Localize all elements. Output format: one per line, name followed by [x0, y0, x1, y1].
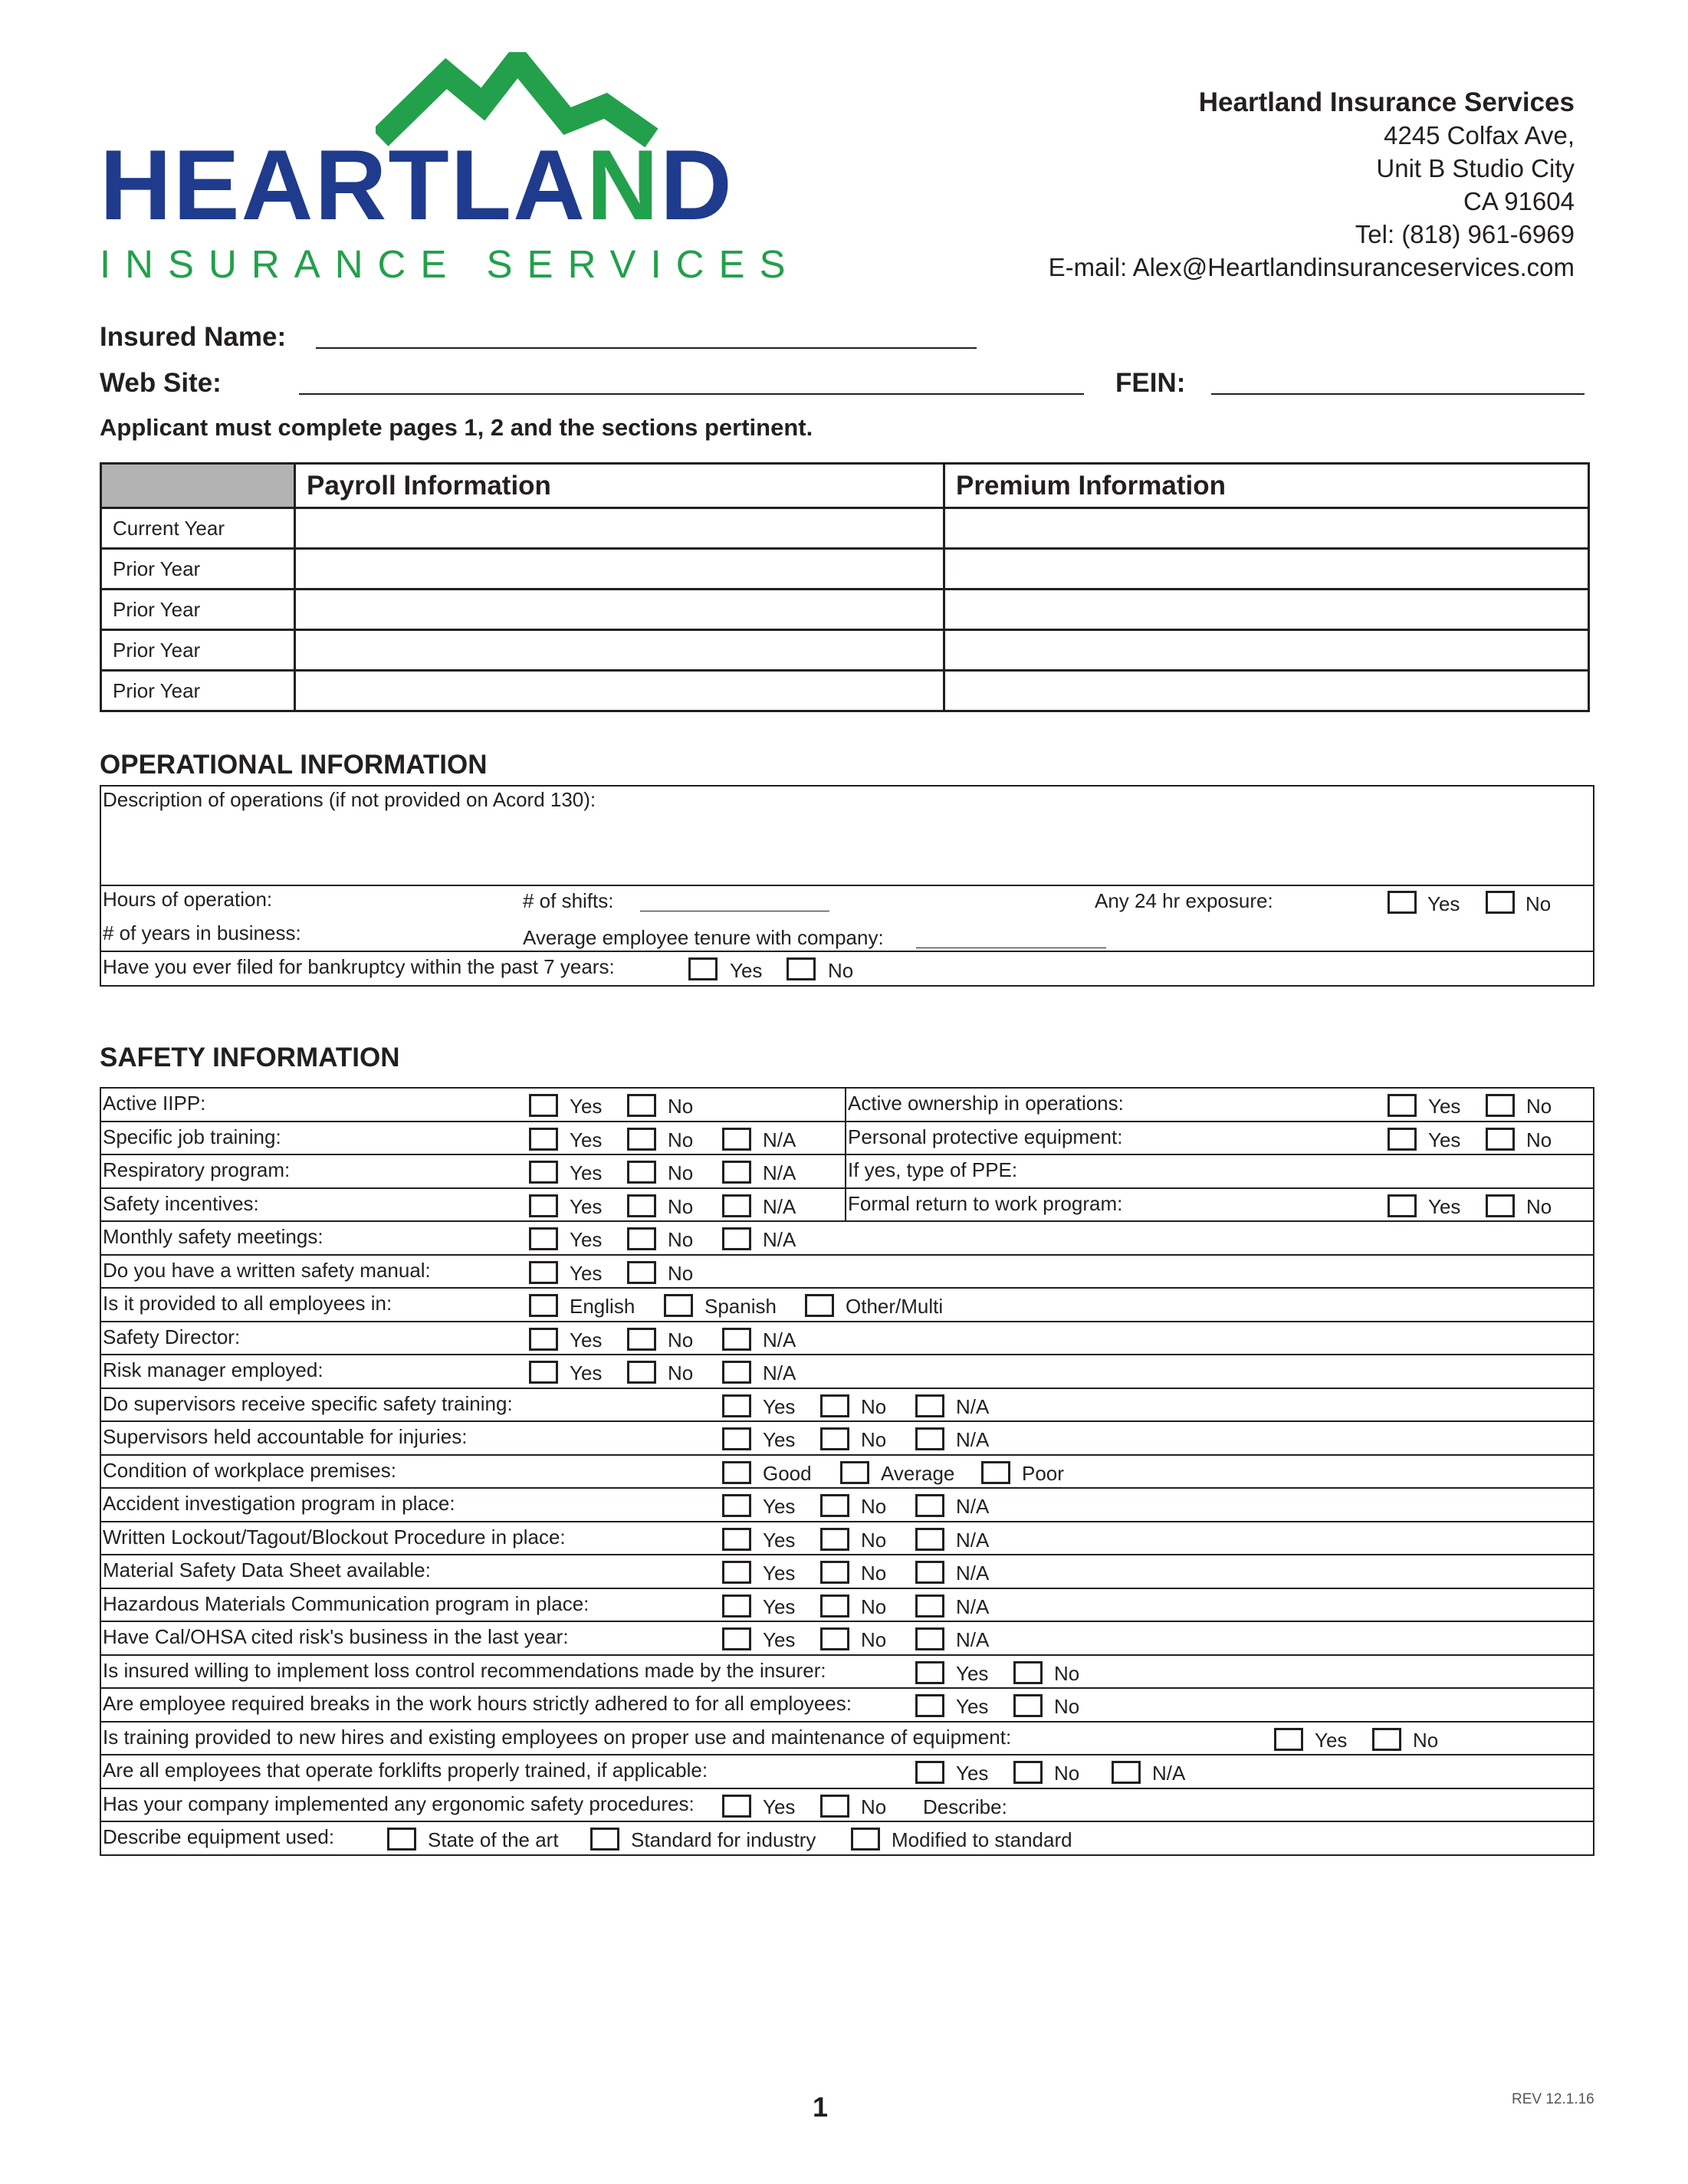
table-row [101, 630, 1589, 671]
row-0-n-a-checkbox[interactable] [722, 1227, 751, 1250]
question-label: Active ownership in operations: [848, 1092, 1124, 1115]
row-12-n-a-checkbox[interactable] [915, 1627, 944, 1650]
option-label: No [1413, 1729, 1439, 1752]
option-label: N/A [763, 1228, 796, 1251]
question-label: If yes, type of PPE: [848, 1158, 1018, 1181]
option-label: Yes [763, 1495, 796, 1518]
option-label: Yes [956, 1662, 989, 1685]
option-label: Spanish [704, 1295, 777, 1318]
question-label: Is it provided to all employees in: [103, 1292, 392, 1315]
option-label: State of the art [428, 1828, 559, 1851]
premium-cell[interactable] [944, 590, 1589, 630]
row-3-no-checkbox[interactable] [627, 1328, 656, 1351]
row-16-no-checkbox[interactable] [1013, 1761, 1043, 1784]
safety-title: SAFETY INFORMATION [100, 1043, 400, 1072]
row-3-yes-checkbox[interactable] [529, 1328, 558, 1351]
row-5-n-a-checkbox[interactable] [915, 1394, 944, 1417]
description-label: Description of operations (if not provided on Acord 130): [103, 788, 596, 811]
left-1-no-checkbox[interactable] [627, 1128, 656, 1151]
company-address-3: CA 91604 [1463, 187, 1575, 215]
row-16-yes-checkbox[interactable] [915, 1761, 944, 1784]
row-6-yes-checkbox[interactable] [722, 1427, 751, 1450]
divider [100, 1554, 1594, 1555]
option-label: No [668, 1128, 694, 1151]
row-15-no-checkbox[interactable] [1372, 1728, 1401, 1751]
row-7-good-checkbox[interactable] [722, 1461, 751, 1484]
operational-title: OPERATIONAL INFORMATION [100, 750, 488, 780]
row-17-yes-checkbox[interactable] [722, 1795, 751, 1818]
company-address-1: 4245 Colfax Ave, [1384, 121, 1575, 149]
divider [100, 1721, 1594, 1723]
row-18-modified-to-standard-checkbox[interactable] [851, 1828, 880, 1851]
right-1-no-checkbox[interactable] [1486, 1128, 1515, 1151]
option-label: No [1526, 1095, 1552, 1118]
row-2-spanish-checkbox[interactable] [664, 1294, 693, 1317]
question-label: Do you have a written safety manual: [103, 1259, 431, 1282]
divider [100, 1687, 1594, 1689]
payroll-cell[interactable] [295, 549, 944, 590]
option-label: N/A [956, 1562, 990, 1585]
option-label: Good [763, 1462, 812, 1485]
question-label: Supervisors held accountable for injuries: [103, 1425, 468, 1448]
question-label: Personal protective equipment: [848, 1125, 1123, 1148]
row-7-average-checkbox[interactable] [840, 1461, 869, 1484]
row-3-n-a-checkbox[interactable] [722, 1328, 751, 1351]
premium-cell[interactable] [944, 671, 1589, 711]
shifts-label: # of shifts: [523, 889, 614, 912]
option-label: N/A [763, 1195, 796, 1218]
question-label: Hazardous Materials Communication program in place: [103, 1592, 589, 1615]
row-14-no-checkbox[interactable] [1013, 1694, 1043, 1717]
option-label: Average [881, 1462, 955, 1485]
row-16-n-a-checkbox[interactable] [1112, 1761, 1141, 1784]
year-label: Prior Year [101, 671, 295, 711]
row-12-yes-checkbox[interactable] [722, 1627, 751, 1650]
option-label: No [861, 1628, 887, 1651]
payroll-cell[interactable] [295, 630, 944, 671]
left-1-n-a-checkbox[interactable] [722, 1128, 751, 1151]
option-label: Yes [956, 1762, 989, 1785]
row-5-no-checkbox[interactable] [820, 1394, 849, 1417]
year-label: Prior Year [101, 549, 295, 590]
question-label: Are all employees that operate forklifts properly trained, if applicable: [103, 1759, 708, 1782]
row-17-no-checkbox[interactable] [820, 1795, 849, 1818]
company-info [1049, 86, 1575, 284]
describe-label: Describe: [923, 1795, 1007, 1818]
bankruptcy-no-checkbox[interactable] [787, 957, 816, 980]
tenure-field[interactable] [916, 947, 1106, 948]
premium-cell[interactable] [944, 630, 1589, 671]
divider [100, 1454, 1594, 1456]
option-label: No [668, 1361, 694, 1384]
exposure-no-label: No [1525, 892, 1552, 915]
row-13-no-checkbox[interactable] [1013, 1661, 1043, 1684]
row-0-yes-checkbox[interactable] [529, 1227, 558, 1250]
premium-cell[interactable] [944, 508, 1589, 549]
option-label: N/A [956, 1495, 990, 1518]
question-label: Written Lockout/Tagout/Blockout Procedure in place: [103, 1526, 566, 1549]
left-2-no-checkbox[interactable] [627, 1161, 656, 1184]
year-label: Prior Year [101, 630, 295, 671]
revision-label: REV 12.1.16 [1512, 2091, 1594, 2107]
row-6-n-a-checkbox[interactable] [915, 1427, 944, 1450]
option-label: N/A [956, 1595, 990, 1618]
option-label: Yes [763, 1395, 796, 1418]
row-10-yes-checkbox[interactable] [722, 1561, 751, 1584]
option-label: Yes [763, 1428, 796, 1451]
web-site-field[interactable] [299, 393, 1084, 395]
left-3-no-checkbox[interactable] [627, 1194, 656, 1217]
option-label: Yes [763, 1795, 796, 1818]
question-label: Respiratory program: [103, 1158, 291, 1181]
right-0-no-checkbox[interactable] [1486, 1094, 1515, 1117]
year-label: Prior Year [101, 590, 295, 630]
exposure-yes-checkbox[interactable] [1388, 891, 1417, 914]
option-label: No [668, 1195, 694, 1218]
divider [100, 1521, 1594, 1522]
question-label: Do supervisors receive specific safety training: [103, 1392, 513, 1415]
option-label: No [861, 1562, 887, 1585]
option-label: N/A [763, 1328, 796, 1351]
divider [100, 1220, 1594, 1222]
question-label: Specific job training: [103, 1125, 281, 1148]
row-1-no-checkbox[interactable] [627, 1261, 656, 1284]
row-2-other-multi-checkbox[interactable] [805, 1294, 834, 1317]
insured-name-field[interactable] [316, 347, 977, 349]
option-label: No [668, 1161, 694, 1184]
option-label: Yes [1428, 1195, 1461, 1218]
question-label: Risk manager employed: [103, 1358, 323, 1381]
option-label: No [668, 1228, 694, 1251]
row-6-no-checkbox[interactable] [820, 1427, 849, 1450]
option-label: N/A [956, 1628, 990, 1651]
option-label: No [1054, 1662, 1080, 1685]
row-0-no-checkbox[interactable] [627, 1227, 656, 1250]
question-label: Safety Director: [103, 1325, 241, 1348]
option-label: N/A [1152, 1762, 1186, 1785]
option-label: Yes [570, 1328, 603, 1351]
row-10-n-a-checkbox[interactable] [915, 1561, 944, 1584]
divider [100, 1254, 1594, 1256]
divider [100, 1321, 1594, 1322]
table-row [101, 590, 1589, 630]
row-12-no-checkbox[interactable] [820, 1627, 849, 1650]
option-label: N/A [763, 1161, 796, 1184]
row-7-poor-checkbox[interactable] [981, 1461, 1010, 1484]
divider [100, 1788, 1594, 1789]
divider [100, 885, 1594, 886]
left-2-n-a-checkbox[interactable] [722, 1161, 751, 1184]
logo-wordmark: HEARTLAND [100, 129, 734, 241]
row-11-n-a-checkbox[interactable] [915, 1594, 944, 1617]
right-1-yes-checkbox[interactable] [1388, 1128, 1417, 1151]
option-label: No [1526, 1195, 1552, 1218]
company-tel: Tel: (818) 961-6969 [1355, 220, 1575, 248]
option-label: Yes [570, 1228, 603, 1251]
question-label: Describe equipment used: [103, 1825, 335, 1848]
divider [100, 1588, 1594, 1589]
divider [100, 1388, 1594, 1389]
option-label: Yes [763, 1529, 796, 1552]
option-label: Modified to standard [892, 1828, 1072, 1851]
company-address-2: Unit B Studio City [1376, 154, 1575, 182]
option-label: Yes [570, 1128, 603, 1151]
row-4-no-checkbox[interactable] [627, 1361, 656, 1384]
option-label: Yes [1428, 1095, 1461, 1118]
divider [100, 1420, 1594, 1422]
divider [100, 1487, 1594, 1489]
bankruptcy-yes-label: Yes [730, 959, 763, 982]
option-label: Yes [570, 1095, 603, 1118]
left-3-yes-checkbox[interactable] [529, 1194, 558, 1217]
divider [100, 1621, 1594, 1622]
option-label: N/A [763, 1128, 796, 1151]
option-label: No [1054, 1695, 1080, 1718]
logo-tagline: INSURANCE SERVICES [100, 242, 800, 286]
premium-header: Premium Information [944, 464, 1589, 508]
option-label: Yes [570, 1195, 603, 1218]
exposure-no-checkbox[interactable] [1486, 891, 1515, 914]
option-label: N/A [763, 1361, 796, 1384]
option-label: English [570, 1295, 635, 1318]
bankruptcy-yes-checkbox[interactable] [688, 957, 718, 980]
left-0-no-checkbox[interactable] [627, 1094, 656, 1117]
divider [100, 1354, 1594, 1355]
question-label: Active IIPP: [103, 1092, 206, 1115]
years-label: # of years in business: [103, 921, 301, 944]
table-row [101, 549, 1589, 590]
option-label: Yes [570, 1262, 603, 1285]
option-label: Yes [570, 1361, 603, 1384]
table-row [101, 508, 1589, 549]
right-3-no-checkbox[interactable] [1486, 1194, 1515, 1217]
row-14-yes-checkbox[interactable] [915, 1694, 944, 1717]
option-label: Poor [1022, 1462, 1064, 1485]
fein-label: FEIN: [1115, 368, 1186, 398]
option-label: No [861, 1495, 887, 1518]
question-label: Formal return to work program: [848, 1192, 1123, 1215]
divider [100, 1187, 1594, 1189]
row-18-state-of-the-art-checkbox[interactable] [387, 1828, 416, 1851]
row-4-n-a-checkbox[interactable] [722, 1361, 751, 1384]
web-site-label: Web Site: [100, 368, 222, 398]
option-label: N/A [956, 1395, 990, 1418]
divider [100, 1154, 1594, 1155]
question-label: Have Cal/OHSA cited risk's business in the last year: [103, 1625, 569, 1648]
option-label: Yes [956, 1695, 989, 1718]
row-15-yes-checkbox[interactable] [1274, 1728, 1303, 1751]
option-label: No [861, 1395, 887, 1418]
row-9-no-checkbox[interactable] [820, 1528, 849, 1551]
row-1-yes-checkbox[interactable] [529, 1261, 558, 1284]
column-divider [845, 1087, 846, 1220]
page-number: 1 [813, 2091, 829, 2123]
option-label: Yes [763, 1595, 796, 1618]
row-10-no-checkbox[interactable] [820, 1561, 849, 1584]
fein-field[interactable] [1211, 393, 1585, 395]
payroll-premium-table [100, 462, 1590, 712]
row-13-yes-checkbox[interactable] [915, 1661, 944, 1684]
option-label: No [668, 1262, 694, 1285]
tenure-label: Average employee tenure with company: [523, 926, 884, 949]
question-label: Are employee required breaks in the work hours strictly adhered to for all employees: [103, 1692, 852, 1715]
row-18-standard-for-industry-checkbox[interactable] [590, 1828, 619, 1851]
option-label: Other/Multi [846, 1295, 944, 1318]
exposure-label: Any 24 hr exposure: [1095, 889, 1273, 912]
payroll-cell[interactable] [295, 671, 944, 711]
question-label: Is training provided to new hires and existing employees on proper use and maintenance of equipment: [103, 1726, 1012, 1749]
option-label: N/A [956, 1428, 990, 1451]
option-label: No [861, 1529, 887, 1552]
question-label: Is insured willing to implement loss control recommendations made by the insurer: [103, 1659, 826, 1682]
option-label: No [668, 1095, 694, 1118]
question-label: Condition of workplace premises: [103, 1459, 396, 1482]
instruction-text: Applicant must complete pages 1, 2 and the sections pertinent. [100, 414, 813, 441]
divider [100, 1287, 1594, 1289]
row-2-english-checkbox[interactable] [529, 1294, 558, 1317]
divider [100, 1121, 1594, 1122]
option-label: No [1054, 1762, 1080, 1785]
question-label: Material Safety Data Sheet available: [103, 1558, 431, 1581]
question-label: Safety incentives: [103, 1192, 259, 1215]
option-label: No [861, 1795, 887, 1818]
company-name: Heartland Insurance Services [1198, 87, 1575, 117]
divider [100, 1654, 1594, 1656]
payroll-cell[interactable] [295, 590, 944, 630]
exposure-yes-label: Yes [1427, 892, 1460, 915]
option-label: Yes [1428, 1128, 1461, 1151]
left-2-yes-checkbox[interactable] [529, 1161, 558, 1184]
option-label: Yes [570, 1161, 603, 1184]
insured-name-label: Insured Name: [100, 322, 287, 352]
table-header-row [101, 464, 1589, 508]
option-label: Standard for industry [631, 1828, 816, 1851]
row-8-yes-checkbox[interactable] [722, 1494, 751, 1517]
divider [100, 951, 1594, 952]
option-label: No [1526, 1128, 1552, 1151]
divider [100, 1754, 1594, 1755]
left-1-yes-checkbox[interactable] [529, 1128, 558, 1151]
table-row [101, 671, 1589, 711]
question-label: Monthly safety meetings: [103, 1225, 323, 1248]
premium-cell[interactable] [944, 549, 1589, 590]
row-4-yes-checkbox[interactable] [529, 1361, 558, 1384]
row-9-yes-checkbox[interactable] [722, 1528, 751, 1551]
company-email: E-mail: Alex@Heartlandinsuranceservices.com [1048, 253, 1575, 281]
year-label: Current Year [101, 508, 295, 549]
divider [100, 1821, 1594, 1822]
bankruptcy-label: Have you ever filed for bankruptcy within the past 7 years: [103, 955, 615, 978]
row-8-n-a-checkbox[interactable] [915, 1494, 944, 1517]
table-corner-cell [101, 464, 295, 508]
option-label: No [861, 1595, 887, 1618]
payroll-header: Payroll Information [295, 464, 944, 508]
row-5-yes-checkbox[interactable] [722, 1394, 751, 1417]
row-11-no-checkbox[interactable] [820, 1594, 849, 1617]
option-label: N/A [956, 1529, 990, 1552]
option-label: No [861, 1428, 887, 1451]
question-label: Accident investigation program in place: [103, 1492, 455, 1515]
hours-label: Hours of operation: [103, 888, 273, 911]
option-label: Yes [1315, 1729, 1348, 1752]
left-3-n-a-checkbox[interactable] [722, 1194, 751, 1217]
option-label: Yes [763, 1628, 796, 1651]
bankruptcy-no-label: No [828, 959, 854, 982]
payroll-cell[interactable] [295, 508, 944, 549]
row-11-yes-checkbox[interactable] [722, 1594, 751, 1617]
row-9-n-a-checkbox[interactable] [915, 1528, 944, 1551]
right-3-yes-checkbox[interactable] [1388, 1194, 1417, 1217]
row-8-no-checkbox[interactable] [820, 1494, 849, 1517]
option-label: Yes [763, 1562, 796, 1585]
option-label: No [668, 1328, 694, 1351]
left-0-yes-checkbox[interactable] [529, 1094, 558, 1117]
question-label: Has your company implemented any ergonomic safety procedures: [103, 1792, 695, 1815]
right-0-yes-checkbox[interactable] [1388, 1094, 1417, 1117]
